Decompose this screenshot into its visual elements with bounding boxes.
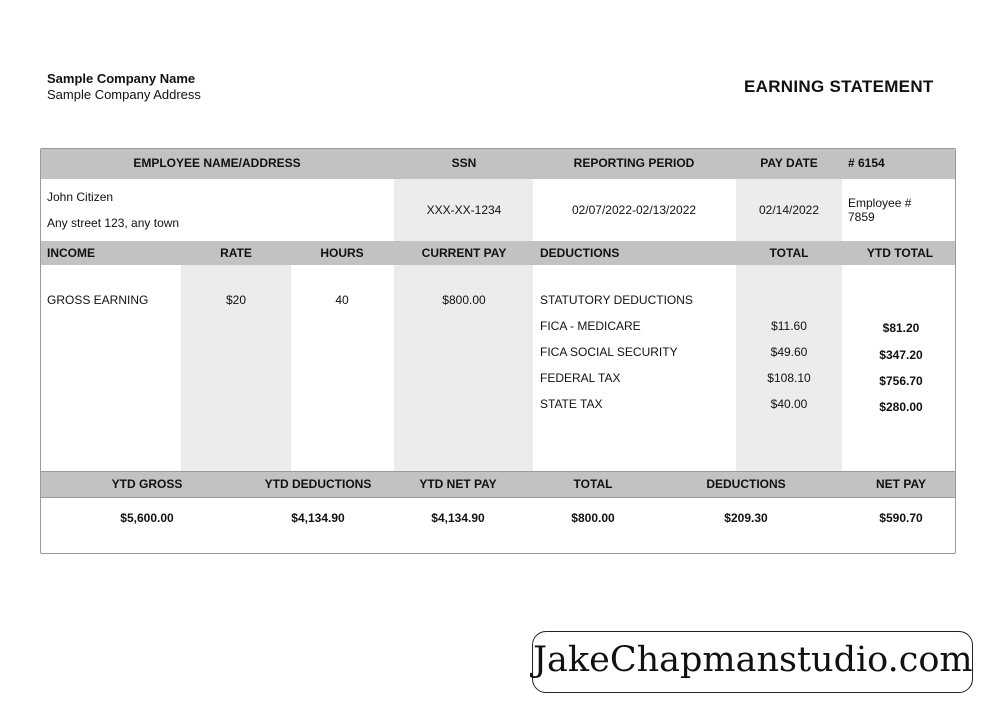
reporting-period-value: 02/07/2022-02/13/2022 (571, 203, 697, 217)
ytd-gross-header: YTD GROSS (111, 477, 183, 491)
statutory-deductions-label: STATUTORY DEDUCTIONS (540, 293, 693, 307)
employee-name-address-header: EMPLOYEE NAME/ADDRESS (133, 156, 301, 170)
check-number: # 6154 (848, 156, 885, 170)
ytd-net-pay-value: $4,134.90 (431, 511, 485, 525)
deductions-header: DEDUCTIONS (540, 246, 620, 260)
company-address: Sample Company Address (47, 87, 201, 102)
deduction-ytd: $347.20 (879, 348, 923, 362)
deduction-total-column (736, 265, 842, 471)
deduction-ytd: $756.70 (879, 374, 923, 388)
deduction-name: STATE TAX (540, 397, 603, 411)
employee-number: 7859 (848, 210, 875, 224)
deduction-total: $49.60 (770, 345, 808, 359)
deduction-ytd: $81.20 (882, 321, 920, 335)
total-header: TOTAL (769, 246, 809, 260)
deduction-name: FEDERAL TAX (540, 371, 621, 385)
deduction-name: FICA - MEDICARE (540, 319, 641, 333)
ytd-deductions-value: $4,134.90 (291, 511, 345, 525)
current-pay-header: CURRENT PAY (421, 246, 507, 260)
deduction-name: FICA SOCIAL SECURITY (540, 345, 678, 359)
rate-header: RATE (220, 246, 252, 260)
employee-number-label: Employee # (848, 196, 912, 210)
deduction-total: $108.10 (767, 371, 811, 385)
summary-total-value: $800.00 (571, 511, 615, 525)
net-pay-header: NET PAY (875, 477, 927, 491)
income-header: INCOME (47, 246, 95, 260)
watermark-text: JakeChapmanstudio.com (533, 640, 973, 680)
deduction-total: $11.60 (771, 319, 807, 333)
ytd-deductions-header: YTD DEDUCTIONS (264, 477, 372, 491)
net-pay-value: $590.70 (879, 511, 923, 525)
reporting-period-header: REPORTING PERIOD (573, 156, 695, 170)
ytd-total-header: YTD TOTAL (866, 246, 934, 260)
pay-date-value: 02/14/2022 (758, 203, 820, 217)
employee-name: John Citizen (47, 190, 114, 204)
pay-stub (40, 148, 956, 554)
income-rate: $20 (225, 293, 247, 307)
summary-deductions-value: $209.30 (724, 511, 768, 525)
income-label: GROSS EARNING (47, 293, 149, 307)
watermark-box (532, 631, 973, 693)
ssn-value: XXX-XX-1234 (426, 203, 502, 217)
income-current-pay: $800.00 (442, 293, 486, 307)
summary-deductions-header: DEDUCTIONS (706, 477, 786, 491)
company-name: Sample Company Name (47, 71, 196, 86)
pay-date-header: PAY DATE (760, 156, 818, 170)
deduction-ytd: $280.00 (879, 400, 923, 414)
hours-header: HOURS (320, 246, 364, 260)
summary-total-header: TOTAL (573, 477, 613, 491)
ytd-gross-value: $5,600.00 (120, 511, 174, 525)
ytd-net-pay-header: YTD NET PAY (419, 477, 497, 491)
income-hours: 40 (335, 293, 349, 307)
document-title: EARNING STATEMENT (744, 77, 934, 96)
deduction-total: $40.00 (770, 397, 808, 411)
employee-address: Any street 123, any town (47, 216, 180, 230)
ssn-header: SSN (451, 156, 477, 170)
